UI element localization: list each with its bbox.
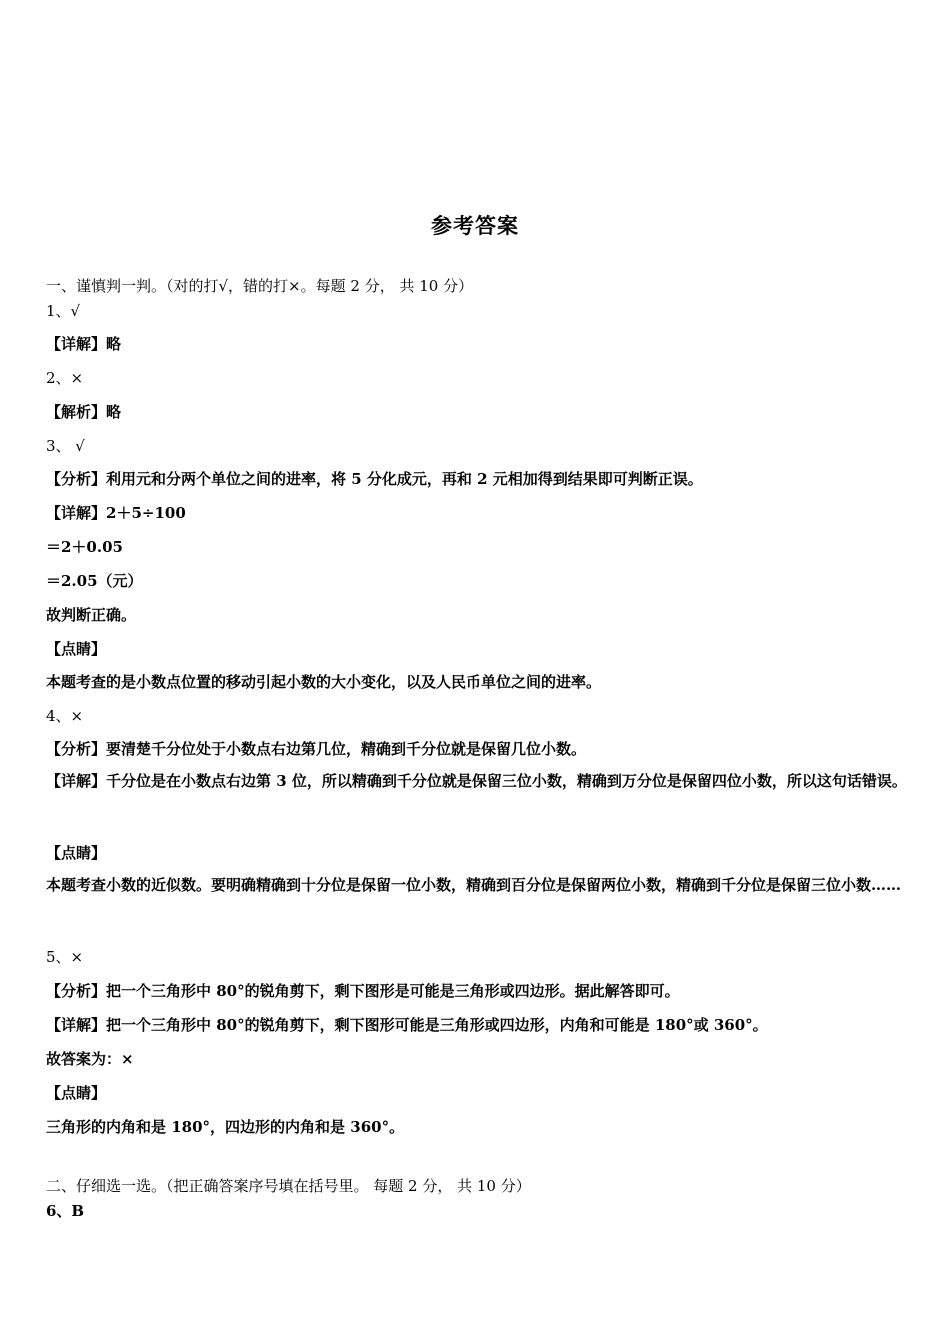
q3-comment-label: 【点睛】 <box>46 640 107 658</box>
q3-comment: 本题考查的是小数点位置的移动引起小数的大小变化，以及人民币单位之间的进率。 <box>46 673 602 691</box>
q3-analysis: 【分析】利用元和分两个单位之间的进率，将 5 分化成元，再和 2 元相加得到结果即可判断正误。 <box>46 470 703 488</box>
q1-detail: 【详解】略 <box>46 335 122 353</box>
q4-answer: 4、× <box>46 707 84 725</box>
q5-conclusion: 故答案为：× <box>46 1050 134 1068</box>
q2-answer: 2、× <box>46 369 84 387</box>
q3-step2: ＝2.05（元） <box>46 572 143 590</box>
q5-analysis: 【分析】把一个三角形中 80°的锐角剪下，剩下图形是可能是三角形或四边形。据此解答即可。 <box>46 982 680 1000</box>
q5-detail: 【详解】把一个三角形中 80°的锐角剪下，剩下图形可能是三角形或四边形，内角和可能是 180°或 360°。 <box>46 1016 768 1034</box>
q6-answer: 6、B <box>46 1202 85 1220</box>
q3-detail: 【详解】2＋5÷100 <box>46 504 186 522</box>
q3-answer: 3、 √ <box>46 437 85 455</box>
q3-conclusion: 故判断正确。 <box>46 606 137 624</box>
page-title: 参考答案 <box>431 213 519 238</box>
q3-step1: ＝2＋0.05 <box>46 538 123 556</box>
q4-analysis: 【分析】要清楚千分位处于小数点右边第几位，精确到千分位就是保留几位小数。 <box>46 740 587 758</box>
section1-header: 一、谨慎判一判。（对的打√，错的打×。每题 2 分， 共 10 分） <box>46 277 474 295</box>
q4-comment-label: 【点睛】 <box>46 844 107 862</box>
q1-answer: 1、√ <box>46 302 81 320</box>
q5-answer: 5、× <box>46 948 84 966</box>
q2-analysis: 【解析】略 <box>46 403 122 421</box>
q4-detail: 【详解】千分位是在小数点右边第 3 位，所以精确到千分位就是保留三位小数，精确到万分位是保留四位小数，所以这句话错误。 <box>46 772 907 790</box>
q5-comment: 三角形的内角和是 180°，四边形的内角和是 360°。 <box>46 1118 405 1136</box>
section2-header: 二、仔细选一选。（把正确答案序号填在括号里。 每题 2 分， 共 10 分） <box>46 1177 531 1195</box>
q4-comment: 本题考查小数的近似数。要明确精确到十分位是保留一位小数，精确到百分位是保留两位小数，精确到千分位是保留三位小数…… <box>46 876 902 894</box>
q5-comment-label: 【点睛】 <box>46 1084 107 1102</box>
